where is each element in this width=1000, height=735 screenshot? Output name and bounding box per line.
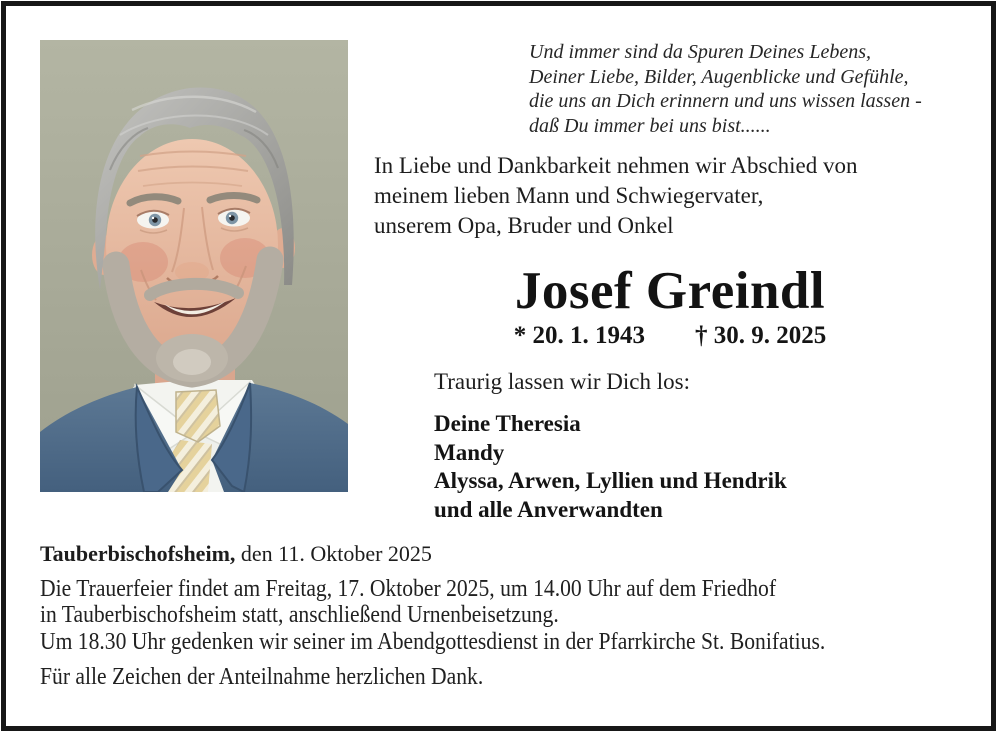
funeral-details bbox=[40, 576, 913, 655]
birth-date: * 20. 1. 1943 bbox=[513, 322, 645, 349]
farewell-intro bbox=[374, 151, 858, 241]
details-line bbox=[40, 602, 913, 628]
portrait-photo bbox=[40, 40, 348, 492]
mourners-list bbox=[434, 410, 787, 525]
thanks-line-text: Für alle Zeichen der Anteilnahme herzlichen Dank. bbox=[40, 664, 484, 690]
thanks-line bbox=[40, 664, 532, 690]
mourner-line: Mandy bbox=[434, 439, 505, 465]
intro-line: In Liebe und Dankbarkeit nehmen wir Abschied von bbox=[374, 153, 858, 178]
intro-line: meinem lieben Mann und Schwiegervater, bbox=[374, 183, 764, 208]
details-line bbox=[40, 629, 913, 655]
quote-line: die uns an Dich erinnern und uns wissen lassen - bbox=[529, 90, 922, 113]
quote-line: Und immer sind da Spuren Deines Lebens, bbox=[529, 41, 872, 63]
quote-line: daß Du immer bei uns bist...... bbox=[529, 114, 771, 137]
death-date: † 30. 9. 2025 bbox=[695, 322, 827, 349]
place-date-line bbox=[40, 541, 432, 567]
farewell-phrase: Traurig lassen wir Dich los: bbox=[434, 369, 690, 394]
portrait-illustration bbox=[40, 40, 348, 492]
mourner-line: und alle Anverwandten bbox=[434, 497, 663, 523]
life-dates bbox=[400, 322, 940, 350]
details-line-text: in Tauberbischofsheim statt, anschließend Urnenbeisetzung. bbox=[40, 602, 559, 629]
details-line-text: Die Trauerfeier findet am Freitag, 17. Oktober 2025, um 14.00 Uhr auf dem Friedhof bbox=[40, 576, 777, 602]
memorial-quote bbox=[529, 40, 922, 138]
notice-date: den 11. Oktober 2025 bbox=[235, 541, 432, 566]
place-name: Tauberbischofsheim, bbox=[40, 541, 236, 566]
details-line-text: Um 18.30 Uhr gedenken wir seiner im Abendgottesdienst in der Pfarrkirche St. Bonifatius. bbox=[40, 628, 826, 655]
intro-line: unserem Opa, Bruder und Onkel bbox=[374, 213, 674, 238]
mourner-line: Deine Theresia bbox=[434, 411, 581, 436]
mourner-line: Alyssa, Arwen, Lyllien und Hendrik bbox=[434, 468, 787, 494]
details-line bbox=[40, 576, 913, 602]
deceased-name: Josef Greindl bbox=[514, 262, 826, 320]
quote-line: Deiner Liebe, Bilder, Augenblicke und Gefühle, bbox=[529, 65, 909, 88]
